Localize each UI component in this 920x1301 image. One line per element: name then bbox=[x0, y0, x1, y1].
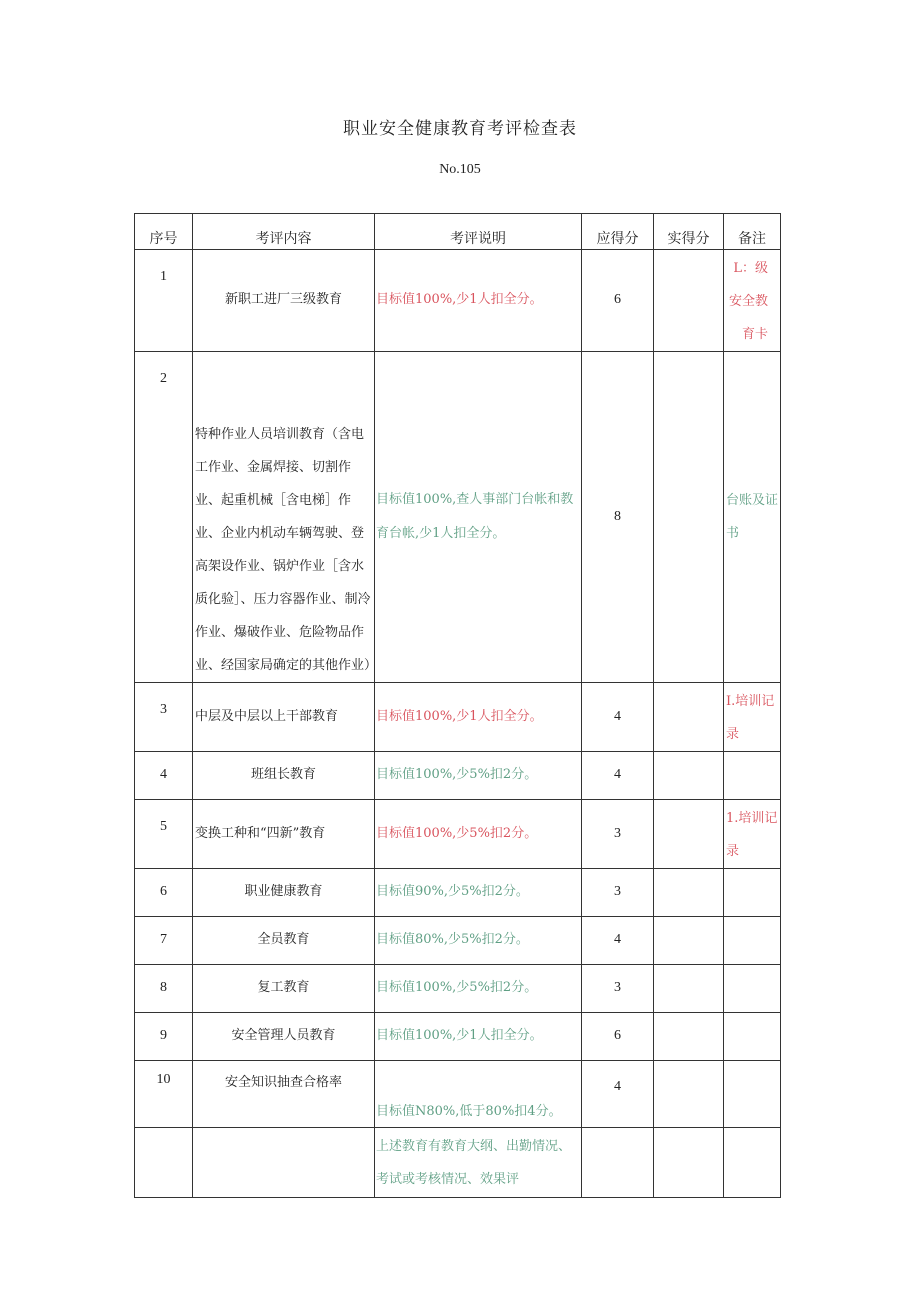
evaluation-table bbox=[134, 213, 781, 1198]
row-note bbox=[724, 1013, 781, 1061]
header-item: 考评内容 bbox=[193, 214, 375, 250]
row-actual bbox=[654, 800, 724, 869]
row-desc: 上述教育有教育大纲、出勤情况、考试或考核情况、效果评 bbox=[375, 1128, 582, 1198]
table-row bbox=[135, 250, 781, 352]
row-actual bbox=[654, 250, 724, 352]
table-row bbox=[135, 352, 781, 683]
header-actual: 实得分 bbox=[654, 214, 724, 250]
row-no: 6 bbox=[135, 869, 193, 917]
row-item: 全员教育 bbox=[193, 917, 375, 965]
row-actual bbox=[654, 352, 724, 683]
row-note: 1.培训记录 bbox=[724, 800, 781, 869]
row-note bbox=[724, 869, 781, 917]
row-score: 4 bbox=[582, 752, 654, 800]
row-score: 3 bbox=[582, 800, 654, 869]
row-note bbox=[724, 1128, 781, 1198]
row-item: 变换工种和“四新”教育 bbox=[193, 800, 375, 869]
row-item: 复工教育 bbox=[193, 965, 375, 1013]
row-item: 特种作业人员培训教育（含电工作业、金属焊接、切割作业、起重机械［含电梯］作业、企业内机动车辆驾驶、登高架设作业、锅炉作业［含水质化验］、压力容器作业、制冷作业、爆破作业、危险物品作业、经国家局确定的其他作业） bbox=[193, 352, 375, 683]
row-note bbox=[724, 965, 781, 1013]
row-score: 3 bbox=[582, 965, 654, 1013]
row-item: 职业健康教育 bbox=[193, 869, 375, 917]
row-desc: 目标值80%,少5%扣2分。 bbox=[375, 917, 582, 965]
row-note: L：级安全教育卡 bbox=[724, 250, 781, 352]
row-note bbox=[724, 1061, 781, 1128]
row-no: 1 bbox=[135, 250, 193, 352]
row-no: 2 bbox=[135, 352, 193, 683]
row-note: 台账及证书 bbox=[724, 352, 781, 683]
row-desc: 目标值90%,少5%扣2分。 bbox=[375, 869, 582, 917]
row-actual bbox=[654, 683, 724, 752]
row-no: 10 bbox=[135, 1061, 193, 1128]
row-score: 6 bbox=[582, 250, 654, 352]
header-note: 备注 bbox=[724, 214, 781, 250]
row-score: 4 bbox=[582, 1061, 654, 1128]
table-header-row bbox=[135, 214, 781, 250]
table-row bbox=[135, 965, 781, 1013]
header-score: 应得分 bbox=[582, 214, 654, 250]
row-item: 安全管理人员教育 bbox=[193, 1013, 375, 1061]
row-actual bbox=[654, 1128, 724, 1198]
row-score: 6 bbox=[582, 1013, 654, 1061]
row-desc: 目标值100%,少1人扣全分。 bbox=[375, 250, 582, 352]
row-desc: 目标值100%,少5%扣2分。 bbox=[375, 752, 582, 800]
table-row bbox=[135, 1061, 781, 1128]
row-desc: 目标值N80%,低于80%扣4分。 bbox=[375, 1061, 582, 1128]
row-desc: 目标值100%,少1人扣全分。 bbox=[375, 683, 582, 752]
row-actual bbox=[654, 1061, 724, 1128]
row-actual bbox=[654, 965, 724, 1013]
row-actual bbox=[654, 752, 724, 800]
row-note bbox=[724, 752, 781, 800]
row-score: 4 bbox=[582, 917, 654, 965]
row-note: I.培训记录 bbox=[724, 683, 781, 752]
row-actual bbox=[654, 1013, 724, 1061]
table-row bbox=[135, 683, 781, 752]
header-no: 序号 bbox=[135, 214, 193, 250]
row-item: 班组长教育 bbox=[193, 752, 375, 800]
row-desc: 目标值100%,少5%扣2分。 bbox=[375, 965, 582, 1013]
row-note bbox=[724, 917, 781, 965]
row-no: 8 bbox=[135, 965, 193, 1013]
row-score: 8 bbox=[582, 352, 654, 683]
table-row bbox=[135, 1128, 781, 1198]
row-item: 新职工进厂三级教育 bbox=[193, 250, 375, 352]
document-number: No.105 bbox=[439, 162, 481, 177]
row-actual bbox=[654, 917, 724, 965]
table-row bbox=[135, 917, 781, 965]
document-title: 职业安全健康教育考评检查表 bbox=[343, 119, 577, 139]
row-no: 3 bbox=[135, 683, 193, 752]
row-no: 4 bbox=[135, 752, 193, 800]
row-item: 中层及中层以上干部教育 bbox=[193, 683, 375, 752]
row-no: 9 bbox=[135, 1013, 193, 1061]
table-row bbox=[135, 1013, 781, 1061]
table-row bbox=[135, 869, 781, 917]
row-no: 5 bbox=[135, 800, 193, 869]
row-actual bbox=[654, 869, 724, 917]
row-score: 3 bbox=[582, 869, 654, 917]
table-row bbox=[135, 752, 781, 800]
row-desc: 目标值100%,少5%扣2分。 bbox=[375, 800, 582, 869]
row-no: 7 bbox=[135, 917, 193, 965]
row-score: 4 bbox=[582, 683, 654, 752]
row-score bbox=[582, 1128, 654, 1198]
row-desc: 目标值100%,查人事部门台帐和教育台帐,少1人扣全分。 bbox=[375, 352, 582, 683]
table-row bbox=[135, 800, 781, 869]
row-item bbox=[193, 1128, 375, 1198]
header-desc: 考评说明 bbox=[375, 214, 582, 250]
row-desc: 目标值100%,少1人扣全分。 bbox=[375, 1013, 582, 1061]
row-item: 安全知识抽查合格率 bbox=[193, 1061, 375, 1128]
row-no bbox=[135, 1128, 193, 1198]
